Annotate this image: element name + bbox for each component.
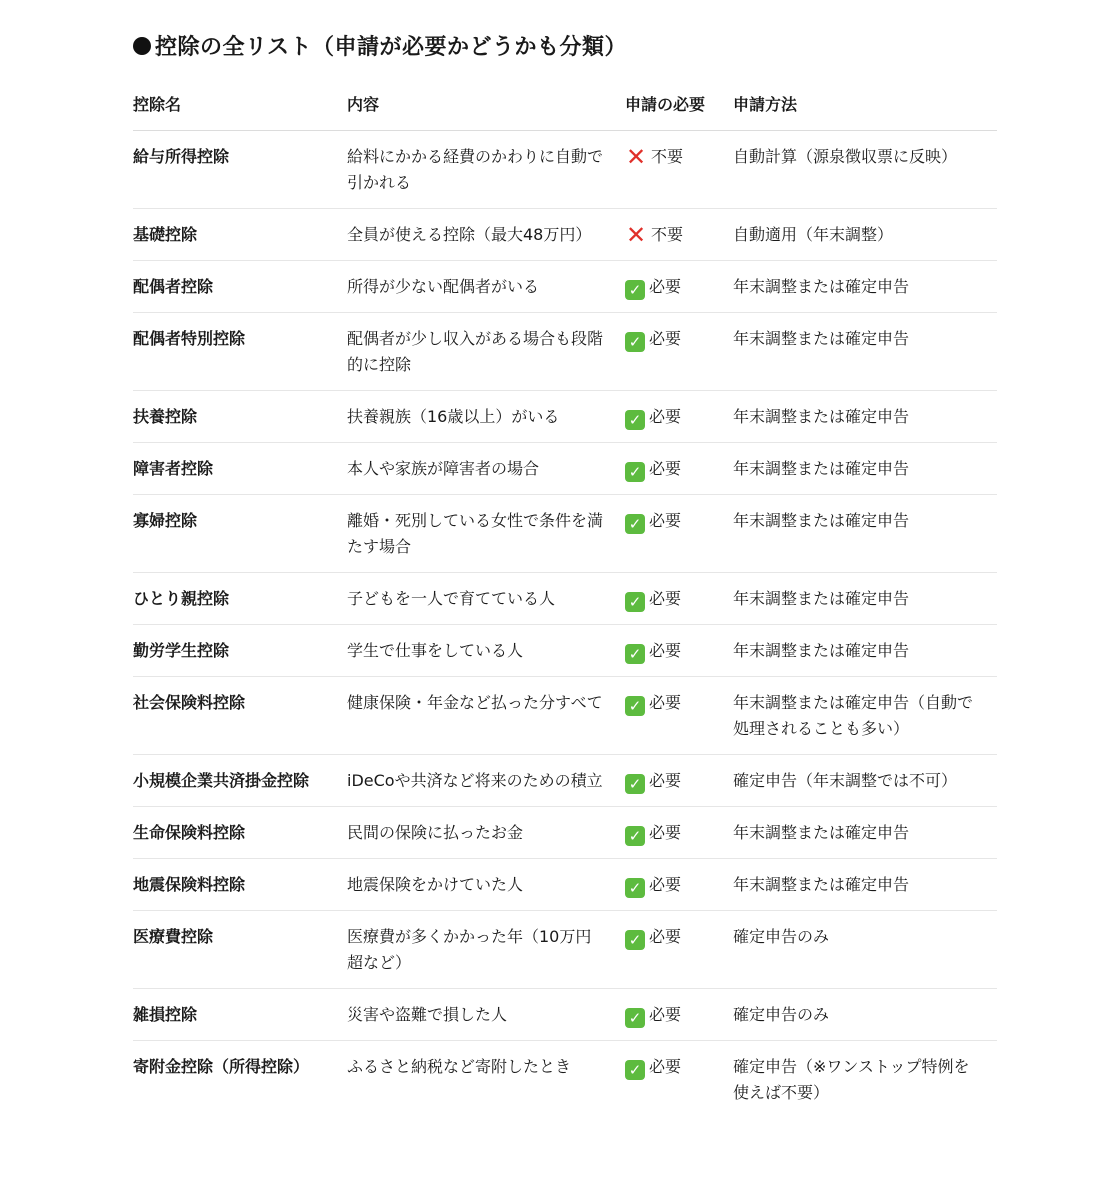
deduction-name: 寡婦控除 <box>133 495 347 573</box>
check-icon: ✓ <box>625 826 645 846</box>
deduction-name: 小規模企業共済掛金控除 <box>133 755 347 807</box>
deduction-content: 災害や盗難で損した人 <box>347 989 625 1041</box>
deduction-content: 子どもを一人で育てている人 <box>347 573 625 625</box>
deduction-content: 民間の保険に払ったお金 <box>347 807 625 859</box>
method-text: 年末調整または確定申告 <box>733 391 997 443</box>
need-cell <box>625 911 733 989</box>
need-cell <box>625 131 733 209</box>
deduction-content: 配偶者が少し収入がある場合も段階的に控除 <box>347 313 625 391</box>
need-cell <box>625 209 733 261</box>
need-label: 必要 <box>649 511 682 530</box>
need-cell <box>625 313 733 391</box>
check-icon: ✓ <box>625 696 645 716</box>
table-row <box>133 443 997 495</box>
need-cell <box>625 807 733 859</box>
table-header <box>133 80 997 131</box>
deduction-name: 地震保険料控除 <box>133 859 347 911</box>
need-label: 必要 <box>649 459 682 478</box>
deduction-content: 健康保険・年金など払った分すべて <box>347 677 625 755</box>
deduction-name: 基礎控除 <box>133 209 347 261</box>
check-icon: ✓ <box>625 644 645 664</box>
check-icon: ✓ <box>625 332 645 352</box>
need-cell <box>625 1041 733 1119</box>
need-label: 必要 <box>649 771 682 790</box>
check-icon: ✓ <box>625 410 645 430</box>
method-text: 年末調整または確定申告 <box>733 261 997 313</box>
check-icon: ✓ <box>625 280 645 300</box>
need-label: 不要 <box>651 225 684 244</box>
table-row <box>133 209 997 261</box>
cross-icon: ✕ <box>625 221 647 249</box>
method-text: 年末調整または確定申告 <box>733 573 997 625</box>
table-row <box>133 1041 997 1119</box>
method-text: 年末調整または確定申告 <box>733 625 997 677</box>
need-cell <box>625 495 733 573</box>
deduction-name: 勤労学生控除 <box>133 625 347 677</box>
need-cell <box>625 859 733 911</box>
deduction-content: ふるさと納税など寄附したとき <box>347 1057 572 1076</box>
deduction-content: 全員が使える控除（最大48万円） <box>347 209 625 261</box>
header-method: 申請方法 <box>733 80 997 131</box>
method-text: 確定申告（年末調整では不可） <box>733 755 997 807</box>
method-text: 年末調整または確定申告 <box>733 495 997 573</box>
deduction-content: 医療費が多くかかった年（10万円超など） <box>347 911 625 989</box>
need-label: 必要 <box>649 1005 682 1024</box>
deduction-name: 医療費控除 <box>133 911 347 989</box>
header-need: 申請の必要 <box>625 80 733 131</box>
deduction-name: 配偶者特別控除 <box>133 313 347 391</box>
need-label: 必要 <box>649 277 682 296</box>
table-row <box>133 495 997 573</box>
deduction-name: 寄附金控除（所得控除） <box>133 1057 310 1076</box>
deduction-content: 離婚・死別している女性で条件を満たす場合 <box>347 495 625 573</box>
table-row <box>133 625 997 677</box>
check-icon: ✓ <box>625 514 645 534</box>
deduction-content: 地震保険をかけていた人 <box>347 859 625 911</box>
deduction-content: iDeCoや共済など将来のための積立 <box>347 755 625 807</box>
deduction-name: 社会保険料控除 <box>133 677 347 755</box>
check-icon: ✓ <box>625 930 645 950</box>
check-icon: ✓ <box>625 592 645 612</box>
table-body <box>133 131 997 1119</box>
table-row <box>133 313 997 391</box>
need-label: 必要 <box>649 693 682 712</box>
need-label: 必要 <box>649 329 682 348</box>
deduction-name: ひとり親控除 <box>133 573 347 625</box>
need-cell <box>625 677 733 755</box>
deduction-name: 扶養控除 <box>133 391 347 443</box>
method-text: 年末調整または確定申告 <box>733 859 997 911</box>
method-text: 年末調整または確定申告 <box>733 807 997 859</box>
need-label: 必要 <box>649 875 682 894</box>
need-cell <box>625 573 733 625</box>
header-row <box>133 80 997 131</box>
deduction-content: 扶養親族（16歳以上）がいる <box>347 391 625 443</box>
deduction-content: 所得が少ない配偶者がいる <box>347 261 625 313</box>
need-cell <box>625 261 733 313</box>
check-icon: ✓ <box>625 774 645 794</box>
table-row <box>133 911 997 989</box>
table-row <box>133 859 997 911</box>
table-row <box>133 391 997 443</box>
method-text: 年末調整または確定申告 <box>733 313 997 391</box>
method-text: 自動適用（年末調整） <box>733 209 997 261</box>
deduction-name: 雑損控除 <box>133 989 347 1041</box>
deduction-content: 本人や家族が障害者の場合 <box>347 443 625 495</box>
bullet-icon <box>133 37 151 55</box>
need-cell <box>625 755 733 807</box>
check-icon: ✓ <box>625 878 645 898</box>
header-content: 内容 <box>347 80 625 131</box>
header-name: 控除名 <box>133 80 347 131</box>
method-text: 年末調整または確定申告 <box>733 443 997 495</box>
check-icon: ✓ <box>625 462 645 482</box>
need-label: 必要 <box>649 1057 682 1076</box>
need-label: 必要 <box>649 407 682 426</box>
page-title <box>133 30 627 61</box>
deduction-name: 障害者控除 <box>133 443 347 495</box>
need-label: 必要 <box>649 823 682 842</box>
deduction-content: 給料にかかる経費のかわりに自動で引かれる <box>347 131 625 209</box>
deduction-content: 学生で仕事をしている人 <box>347 625 625 677</box>
page-title-text: 控除の全リスト（申請が必要かどうかも分類） <box>155 35 628 60</box>
table-row <box>133 573 997 625</box>
need-cell <box>625 391 733 443</box>
need-cell <box>625 989 733 1041</box>
cross-icon: ✕ <box>625 143 647 171</box>
table-row <box>133 131 997 209</box>
need-label: 必要 <box>649 589 682 608</box>
check-icon: ✓ <box>625 1060 645 1080</box>
table-row <box>133 677 997 755</box>
check-icon: ✓ <box>625 1008 645 1028</box>
deduction-name: 生命保険料控除 <box>133 807 347 859</box>
table-row <box>133 261 997 313</box>
need-cell <box>625 443 733 495</box>
need-label: 不要 <box>651 147 684 166</box>
deduction-name: 給与所得控除 <box>133 131 347 209</box>
need-label: 必要 <box>649 927 682 946</box>
method-text: 確定申告のみ <box>733 989 997 1041</box>
table-row <box>133 755 997 807</box>
deduction-name: 配偶者控除 <box>133 261 347 313</box>
need-cell <box>625 625 733 677</box>
table-row <box>133 989 997 1041</box>
method-text: 確定申告（※ワンストップ特例を使えば不要） <box>733 1057 970 1102</box>
need-label: 必要 <box>649 641 682 660</box>
deduction-table <box>133 80 997 1118</box>
method-text: 年末調整または確定申告（自動で処理されることも多い） <box>733 677 997 755</box>
method-text: 自動計算（源泉徴収票に反映） <box>733 131 997 209</box>
method-text: 確定申告のみ <box>733 911 997 989</box>
table-row <box>133 807 997 859</box>
